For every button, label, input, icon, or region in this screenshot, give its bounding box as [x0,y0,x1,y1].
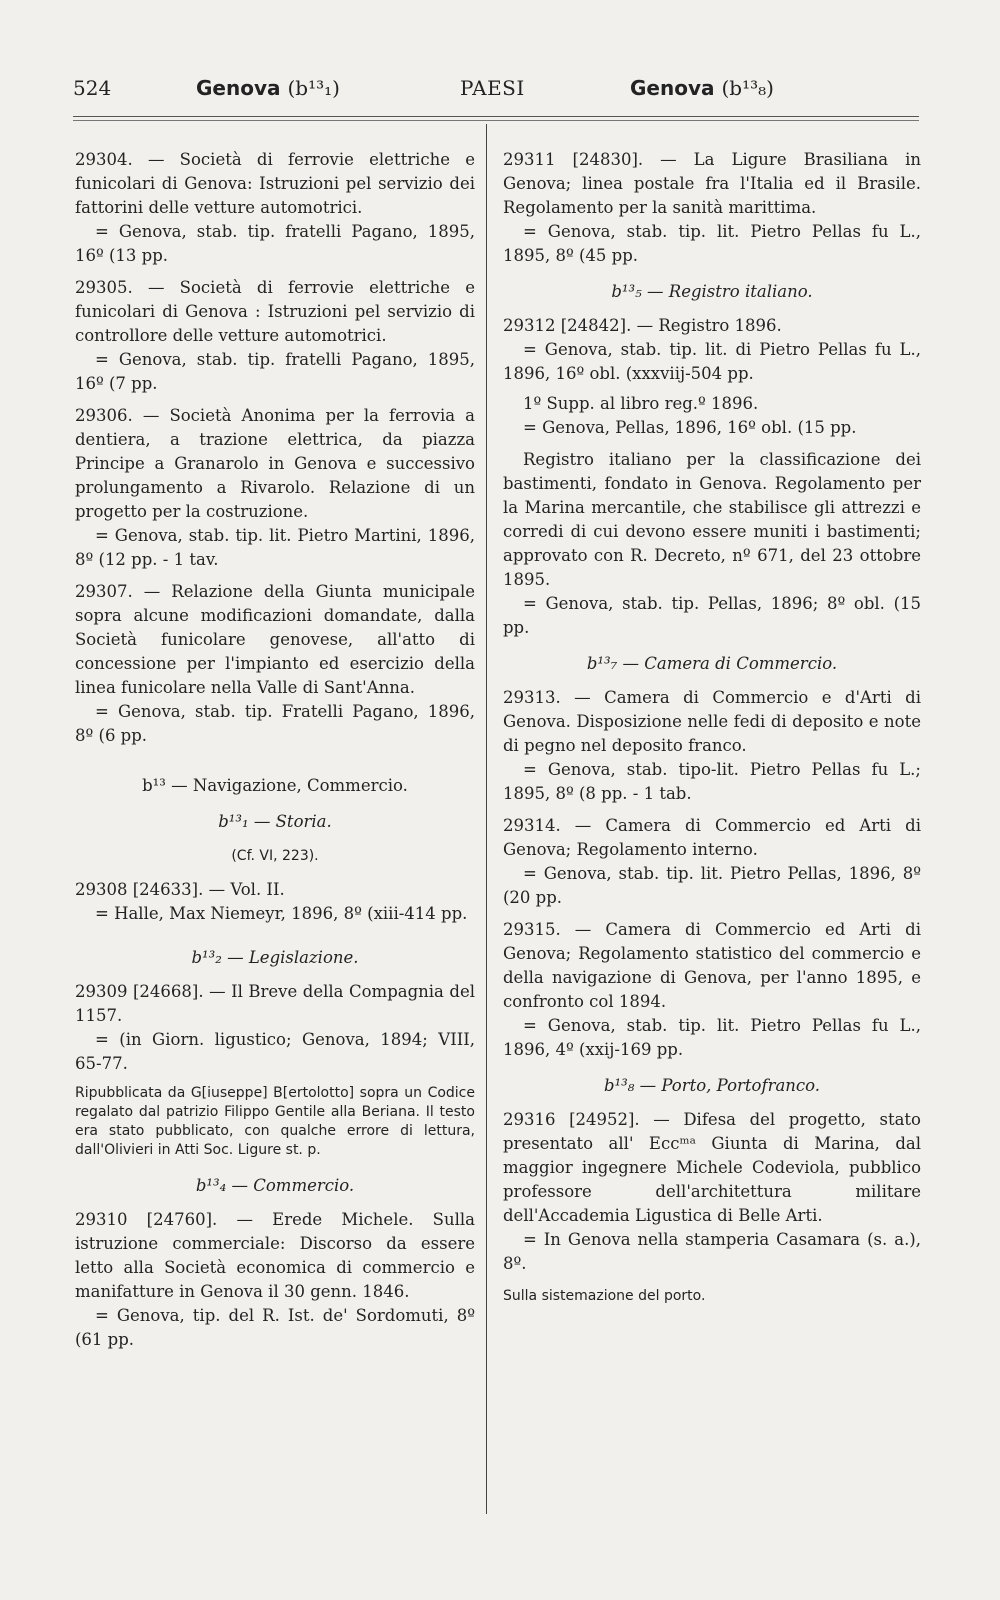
entry-imprint: = Genova, tip. del R. Ist. de' Sordomuti, 8º (61 pp. [75,1306,475,1349]
entry-29308 [75,878,475,926]
entry-imprint: = Halle, Max Niemeyr, 1896, 8º (xiii-414 pp. [95,904,468,923]
section-heading-storia: b¹³₁ — Storia. [218,812,332,831]
entry-imprint: = Genova, stab. tipo-lit. Pietro Pellas fu L.; 1895, 8º (8 pp. - 1 tab. [503,760,921,803]
right-column [503,148,921,1318]
entry-title: Registro italiano per la classificazione dei bastimenti, fondato in Genova. Regolamento per la Marina mercantile, che stabilisce gli attrezzi e corredi di cui devono essere muniti i bastimenti; approvato con R. Decreto, nº 671, del 23 ottobre 1895. [503,450,921,589]
header-rule-secondary [73,120,919,121]
entry-title: 29311 [24830]. — La Ligure Brasiliana in Genova; linea postale fra l'Italia ed il Brasile. Regolamento per la sanità marittima. [503,150,921,217]
entry-29310 [75,1208,475,1352]
section-heading-navigazione: b¹³ — Navigazione, Commercio. [142,776,408,795]
entry-29306 [75,404,475,572]
entry-29304 [75,148,475,268]
entry-title: 29316 [24952]. — Difesa del progetto, stato presentato all' Eccᵐᵃ Giunta di Marina, dal maggior ingegnere Michele Codeviola, pubblico professore dell'architettura militare dell'Accademia Ligustica di Belle Arti. [503,1110,921,1225]
entry-title: 29307. — Relazione della Giunta municipale sopra alcune modificazioni domandate, dalla Società funicolare genovese, all'atto di concessione per l'impianto ed esercizio della linea funicolare nella Valle di Sant'Anna. [75,582,475,697]
entry-imprint: = In Genova nella stamperia Casamara (s. a.), 8º. [503,1230,921,1273]
cross-reference: (Cf. VI, 223). [231,848,319,864]
entry-supplement-imprint: = Genova, Pellas, 1896, 16º obl. (15 pp. [523,418,857,437]
entry-29316 [503,1108,921,1276]
left-column [75,148,475,1360]
running-header [73,76,919,110]
entry-title: 29313. — Camera di Commercio e d'Arti di Genova. Disposizione nelle fedi di deposito e note di pegno nel deposito franco. [503,688,921,755]
entry-29315 [503,918,921,1062]
entry-29309 [75,980,475,1076]
entry-note: Sulla sistemazione del porto. [503,1288,706,1304]
entry-imprint: = Genova, stab. tip. lit. Pietro Martini, 1896, 8º (12 pp. - 1 tav. [75,526,475,569]
entry-imprint: = Genova, stab. tip. lit. di Pietro Pellas fu L., 1896, 16º obl. (xxxviij-504 pp. [503,340,921,383]
entry-title: 29308 [24633]. — Vol. II. [75,880,285,899]
entry-registro-italiano [503,448,921,640]
entry-imprint: = Genova, stab. tip. lit. Pietro Pellas fu L., 1896, 4º (xxij-169 pp. [503,1016,921,1059]
entry-title: 29304. — Società di ferrovie elettriche e funicolari di Genova: Istruzioni pel servizio dei fattorini delle vetture automotrici. [75,150,475,217]
header-right-title [630,76,774,100]
entry-title: 29310 [24760]. — Erede Michele. Sulla istruzione commerciale: Discorso da essere letto alla Società economica di commercio e manifatture in Genova il 30 genn. 1846. [75,1210,475,1301]
entry-title: 29305. — Società di ferrovie elettriche e funicolari di Genova : Istruzioni pel servizio di controllore delle vetture automotrici. [75,278,475,345]
entry-title: 29314. — Camera di Commercio ed Arti di Genova; Regolamento interno. [503,816,921,859]
entry-imprint: = Genova, stab. tip. fratelli Pagano, 1895, 16º (13 pp. [75,222,475,265]
entry-title: 29306. — Società Anonima per la ferrovia a dentiera, a trazione elettrica, da piazza Principe a Granarolo in Genova e successivo prolungamento a Rivarolo. Relazione di un progetto per la costruzione. [75,406,475,521]
entry-title: 29315. — Camera di Commercio ed Arti di Genova; Regolamento statistico del commercio e della navigazione di Genova, per l'anno 1895, e confronto col 1894. [503,920,921,1011]
header-right-name: Genova [630,76,715,100]
entry-29307 [75,580,475,748]
entry-title: 29312 [24842]. — Registro 1896. [503,316,782,335]
header-right-section: (b¹³₈) [721,76,774,100]
header-center-title: PAESI [460,76,525,100]
header-left-section: (b¹³₁) [287,76,340,100]
section-heading-registro: b¹³₅ — Registro italiano. [611,282,813,301]
entry-29313 [503,686,921,806]
section-heading-porto: b¹³₈ — Porto, Portofranco. [603,1076,821,1095]
header-left-name: Genova [196,76,281,100]
entry-imprint: = Genova, stab. tip. Pellas, 1896; 8º obl. (15 pp. [503,594,921,637]
header-left-title [196,76,340,100]
entry-imprint: = Genova, stab. tip. fratelli Pagano, 1895, 16º (7 pp. [75,350,475,393]
entry-imprint: = Genova, stab. tip. lit. Pietro Pellas fu L., 1895, 8º (45 pp. [503,222,921,265]
entry-imprint: = Genova, stab. tip. Fratelli Pagano, 1896, 8º (6 pp. [75,702,475,745]
section-heading-camera: b¹³₇ — Camera di Commercio. [586,654,838,673]
page-number: 524 [73,76,112,100]
entry-29312 [503,314,921,440]
header-rule [73,116,919,117]
entry-title: 29309 [24668]. — Il Breve della Compagnia del 1157. [75,982,475,1025]
entry-note: Ripubblicata da G[iuseppe] B[ertolotto] sopra un Codice regalato dal patrizio Filippo Gentile alla Beriana. Il testo era stato pubblicato, con qualche errore di lettura, dall'Olivieri in Atti Soc. Ligure st. p. [75,1085,475,1158]
section-heading-legislazione: b¹³₂ — Legislazione. [191,948,359,967]
column-divider [486,124,487,1514]
entry-imprint: = Genova, stab. tip. lit. Pietro Pellas, 1896, 8º (20 pp. [503,864,921,907]
entry-supplement: 1º Supp. al libro reg.º 1896. [523,394,759,413]
section-heading-commercio: b¹³₄ — Commercio. [195,1176,355,1195]
entry-29305 [75,276,475,396]
entry-29314 [503,814,921,910]
entry-29311 [503,148,921,268]
entry-imprint: = (in Giorn. ligustico; Genova, 1894; VIII, 65-77. [75,1030,475,1073]
